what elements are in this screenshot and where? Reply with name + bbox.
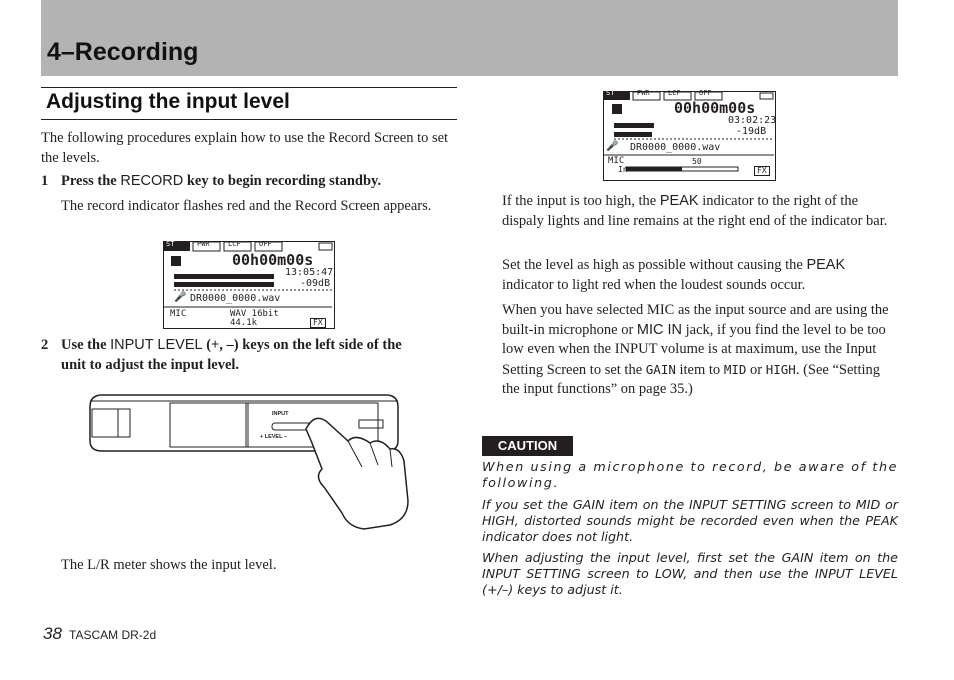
meter-note: The L/R meter shows the input level. <box>61 557 277 573</box>
lcd1-fx-indicator: FX <box>310 318 326 328</box>
device-input-label: INPUT <box>272 411 289 417</box>
record-key-label: RECORD <box>120 173 184 189</box>
lcd1-input-source: MIC <box>170 309 187 319</box>
footer-brand: TASCAM DR-2d <box>69 628 157 642</box>
input-level-screen-display <box>603 91 776 181</box>
lcd2-tab-off: OFF <box>699 89 712 97</box>
lcd1-tab-off: OFF <box>259 240 272 248</box>
lcd2-filename: DR0000_0000.wav <box>630 142 721 153</box>
lcd2-tab-pwr: PWR <box>637 89 650 97</box>
gain-menu-term: GAIN <box>645 361 676 377</box>
lcd2-tab-lcf: LCF <box>668 89 681 97</box>
mic-in-key-label: MIC IN <box>636 321 683 338</box>
microphone-icon: 🎤 <box>174 292 187 303</box>
mid-menu-term: MID <box>723 361 747 377</box>
lcd2-level-readout: -19dB <box>736 126 767 137</box>
caution-text-1: When using a microphone to record, be aware of the following. <box>482 459 898 490</box>
step-2-text-line2: unit to adjust the input level. <box>61 356 240 373</box>
lcd1-level-readout: -09dB <box>300 278 331 289</box>
lcd1-tab-pwr: PWR <box>197 240 210 248</box>
lcd1-tab-st: ST <box>166 240 175 248</box>
caution-text-3: When adjusting the input level, first set the GAIN item on the INPUT SETTING screen to LOW, and then use the INPUT LEVEL (+/–) keys to adjust it. <box>482 550 898 597</box>
mic-gain-paragraph: When you have selected MIC as the input source and are using the built-in microphone or MIC IN jack, if you find the level to be too low even when the INPUT volume is at maximum, use the Input Setting Screen to set the GAIN item to MID or HIGH. (See “Setting the input functions” on page 35.) <box>502 302 889 397</box>
step-1-description: The record indicator flashes red and the Record Screen appears. <box>61 198 432 214</box>
lcd2-fx-indicator: FX <box>754 166 770 176</box>
lcd1-sample-rate: 44.1k <box>230 318 258 328</box>
lcd1-time-counter: 00h00m00s <box>232 251 314 269</box>
section-rule-top <box>41 87 457 88</box>
step-2-text-line1: Use the INPUT LEVEL (+, –) keys on the left side of the <box>61 337 402 353</box>
device-level-label: + LEVEL – <box>260 434 287 440</box>
lcd2-input-value: 50 <box>692 157 702 166</box>
peak-key-label-1: PEAK <box>659 193 699 209</box>
lcd1-tab-lcf: LCF <box>228 240 241 248</box>
chapter-title: 4–Recording <box>47 38 199 66</box>
page-number: 38 <box>43 624 62 643</box>
lcd1-filename: DR0000_0000.wav <box>190 293 281 304</box>
caution-badge: CAUTION <box>482 436 573 456</box>
step-1-number: 1 <box>41 173 49 189</box>
device-illustration <box>86 389 416 535</box>
microphone-icon-2: 🎤 <box>606 141 619 152</box>
section-rule-bottom <box>41 119 457 120</box>
peak-paragraph-1: If the input is too high, the PEAK indicator to the right of the dispaly lights and line remains at the right end of the indicator bar. <box>502 193 888 229</box>
input-level-key-label: INPUT LEVEL <box>110 337 203 353</box>
record-screen-display <box>163 241 335 329</box>
step-1-text: Press the RECORD key to begin recording standby. <box>61 173 382 189</box>
lcd2-remaining-time: 03:02:23 <box>728 115 777 126</box>
lcd2-input-source: MIC <box>608 156 625 166</box>
lcd2-time-counter: 00h00m00s <box>674 99 756 117</box>
high-menu-term: HIGH <box>765 361 796 377</box>
lcd2-tab-st: ST <box>606 89 615 97</box>
peak-paragraph-2: Set the level as high as possible without causing the PEAK indicator to light red when the loudest sounds occur. <box>502 257 846 293</box>
device-hand-graphic <box>86 389 416 535</box>
peak-key-label-2: PEAK <box>806 257 846 273</box>
section-title: Adjusting the input level <box>46 90 290 113</box>
lcd1-format: WAV 16bit <box>230 309 279 319</box>
caution-text-2: If you set the GAIN item on the INPUT SETTING screen to MID or HIGH, distorted sounds might be recorded even when the PEAK indicator does not light. <box>482 497 898 544</box>
intro-paragraph: The following procedures explain how to use the Record Screen to set the levels. <box>41 130 449 166</box>
lcd1-remaining-time: 13:05:47 <box>285 267 334 278</box>
lcd2-input-label: In <box>618 165 628 174</box>
step-2-number: 2 <box>41 337 49 353</box>
